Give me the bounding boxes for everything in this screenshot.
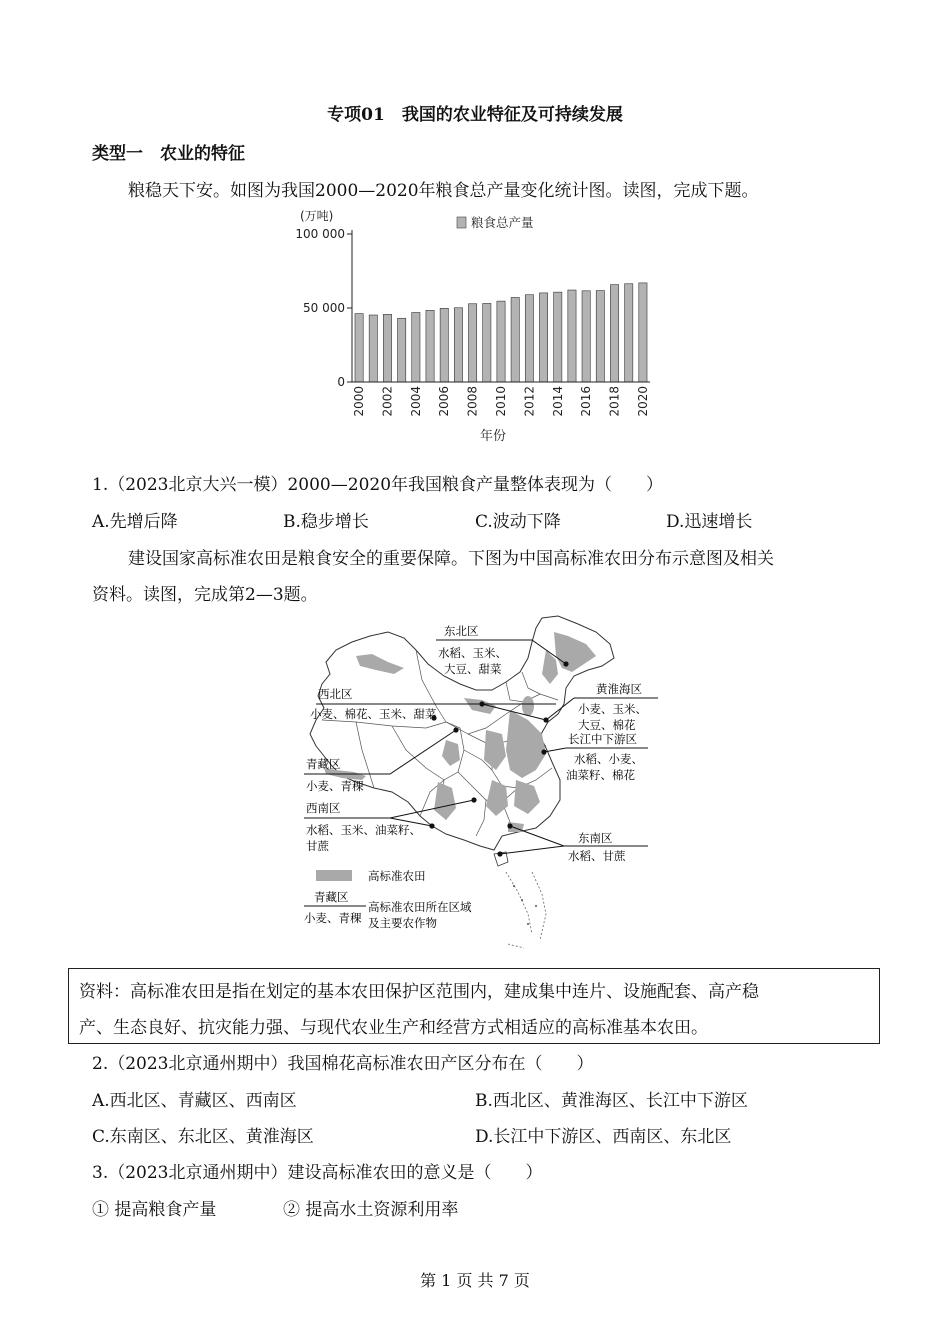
label-huanghuaihai-crops2: 大豆、棉花 — [578, 718, 636, 732]
bar-2001 — [369, 315, 377, 382]
label-dongbei: 东北区 — [444, 624, 479, 638]
bar-2012 — [525, 295, 533, 382]
bar-2000 — [355, 314, 363, 382]
y-tick-label: 0 — [337, 375, 345, 389]
q1-stem: 1.（2023北京大兴一模）2000—2020年我国粮食产量整体表现为（ ） — [92, 475, 664, 495]
bar-2013 — [539, 293, 547, 382]
x-tick-label: 2006 — [437, 386, 452, 417]
q2-stem: 2.（2023北京通州期中）我国棉花高标准农田产区分布在（ ） — [92, 1054, 594, 1074]
y-axis-label: (万吨) — [300, 209, 334, 223]
section-heading: 类型一 农业的特征 — [92, 144, 245, 164]
legend-desc-line2: 及主要农作物 — [368, 916, 437, 930]
x-tick-label: 2012 — [522, 386, 537, 417]
bar-2019 — [625, 284, 633, 382]
legend-desc-line1: 高标准农田所在区域 — [368, 900, 472, 914]
label-huanghuaihai-crops1: 小麦、玉米、 — [578, 702, 647, 716]
bar-2005 — [426, 310, 434, 382]
intro-paragraph-1: 粮稳天下安。如图为我国2000—2020年粮食总产量变化统计图。读图，完成下题。 — [128, 181, 759, 201]
page-footer: 第 1 页 共 7 页 — [420, 1271, 530, 1290]
intro-paragraph-2-line2: 资料。读图，完成第2—3题。 — [92, 585, 318, 605]
legend-example-name: 青藏区 — [314, 890, 349, 904]
farmland-map — [296, 610, 666, 955]
intro-paragraph-2-line1: 建设国家高标准农田是粮食安全的重要保障。下图为中国高标准农田分布示意图及相关 — [128, 549, 774, 569]
q1-option-d[interactable]: D.迅速增长 — [666, 512, 753, 532]
legend-farmland-swatch — [316, 870, 352, 881]
grain-output-chart — [280, 204, 680, 449]
x-tick-label: 2008 — [465, 386, 480, 417]
bar-2004 — [412, 313, 420, 382]
label-xibei: 西北区 — [318, 687, 353, 701]
label-changjiang-crops1: 水稻、小麦、 — [574, 752, 643, 766]
q2-option-c[interactable]: C.东南区、东北区、黄淮海区 — [92, 1127, 314, 1147]
bar-2002 — [383, 314, 391, 382]
bar-2009 — [483, 303, 491, 382]
page-title: 专项01 我国的农业特征及可持续发展 — [327, 105, 623, 125]
label-xinan: 西南区 — [306, 801, 341, 815]
bar-2008 — [469, 304, 477, 382]
x-tick-label: 2004 — [408, 386, 423, 417]
x-tick-label: 2016 — [579, 386, 594, 417]
bar-2020 — [639, 283, 647, 382]
q1-option-a[interactable]: A.先增后降 — [92, 512, 178, 532]
label-huanghuaihai: 黄淮海区 — [596, 682, 642, 696]
x-tick-label: 2010 — [494, 386, 508, 417]
label-changjiang-crops2: 油菜籽、棉花 — [566, 768, 635, 782]
material-box — [68, 968, 880, 1044]
bar-2006 — [440, 308, 448, 382]
bar-2011 — [511, 297, 519, 382]
q3-stem: 3.（2023北京通州期中）建设高标准农田的意义是（ ） — [92, 1163, 543, 1183]
bar-2015 — [568, 290, 576, 382]
label-dongbei-crops1: 水稻、玉米、 — [438, 646, 507, 660]
bar-2014 — [554, 292, 562, 382]
bar-2018 — [610, 285, 618, 382]
legend-example-crops: 小麦、青稞 — [304, 911, 362, 925]
q3-item-1[interactable]: ① 提高粮食产量 — [92, 1200, 217, 1220]
label-dongbei-crops2: 大豆、甜菜 — [444, 662, 502, 676]
x-tick-label: 2014 — [550, 386, 565, 417]
q1-option-c[interactable]: C.波动下降 — [475, 512, 561, 532]
y-tick-label: 50 000 — [303, 301, 345, 315]
south-china-sea-islands — [506, 872, 546, 948]
x-tick-label: 2000 — [352, 386, 367, 417]
label-xinan-crops2: 甘蔗 — [306, 839, 329, 853]
q2-option-b[interactable]: B.西北区、黄淮海区、长江中下游区 — [475, 1091, 748, 1111]
label-dongnan-crops: 水稻、甘蔗 — [568, 849, 626, 863]
bar-2003 — [398, 318, 406, 382]
y-tick-label: 100 000 — [295, 227, 345, 241]
x-tick-label: 2020 — [635, 386, 650, 417]
x-tick-label: 2018 — [607, 386, 622, 417]
bar-2007 — [454, 308, 462, 382]
material-line-1: 资料：高标准农田是指在划定的基本农田保护区范围内，建成集中连片、设施配套、高产稳 — [79, 982, 759, 1002]
legend-label: 粮食总产量 — [471, 215, 534, 230]
q1-option-b[interactable]: B.稳步增长 — [283, 512, 369, 532]
material-line-2: 产、生态良好、抗灾能力强、与现代农业生产和经营方式相适应的高标准基本农田。 — [79, 1018, 708, 1038]
label-qingzang-crops: 小麦、青稞 — [306, 779, 364, 793]
label-qingzang: 青藏区 — [306, 757, 341, 771]
label-xinan-crops1: 水稻、玉米、油菜籽、 — [306, 823, 421, 837]
bar-2017 — [596, 291, 604, 382]
legend-farmland-label: 高标准农田 — [368, 869, 426, 883]
legend-swatch — [457, 217, 466, 228]
bar-2016 — [582, 291, 590, 382]
label-changjiang: 长江中下游区 — [568, 732, 637, 746]
q2-option-d[interactable]: D.长江中下游区、西南区、东北区 — [475, 1127, 732, 1147]
label-xibei-crops: 小麦、棉花、玉米、甜菜 — [310, 707, 437, 721]
label-dongnan: 东南区 — [578, 831, 613, 845]
x-tick-label: 2002 — [380, 386, 395, 417]
x-axis-label: 年份 — [479, 429, 507, 444]
bar-2010 — [497, 301, 505, 382]
q3-item-2[interactable]: ② 提高水土资源利用率 — [283, 1200, 459, 1220]
q2-option-a[interactable]: A.西北区、青藏区、西南区 — [92, 1091, 297, 1111]
